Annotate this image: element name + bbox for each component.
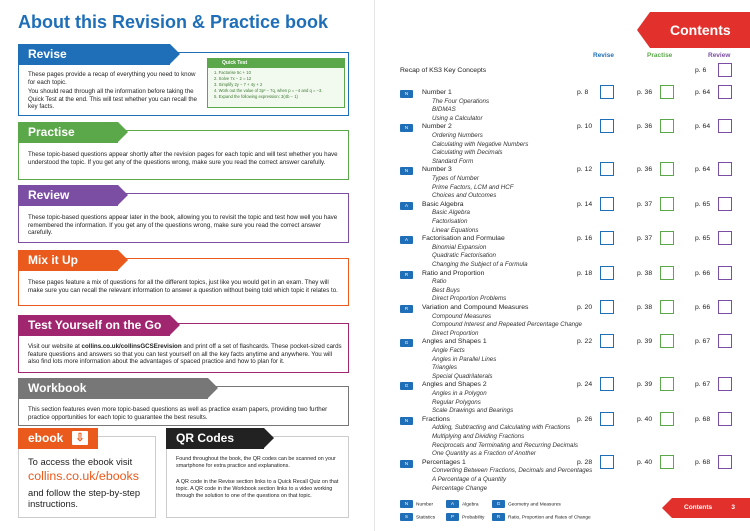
- entry-subtopic: Standard Form: [432, 157, 474, 165]
- review-checkbox[interactable]: [718, 162, 732, 176]
- ebook-link[interactable]: collins.co.uk/ebooks: [28, 469, 139, 483]
- review-checkbox[interactable]: [718, 85, 732, 99]
- entry-subtopic: Triangles: [432, 364, 457, 372]
- review-checkbox[interactable]: [718, 197, 732, 211]
- mixitup-box: [18, 253, 349, 306]
- mixitup-heading: Mix it Up: [18, 250, 118, 271]
- review-page: p. 66: [695, 269, 711, 277]
- entry-subtopic: Compound Measures: [432, 312, 492, 320]
- entry-subtopic: Percentage Change: [432, 484, 488, 492]
- practise-page: p. 39: [637, 381, 653, 389]
- legend-item: R Ratio, Proportion and Rates of Change: [492, 513, 591, 522]
- practise-checkbox[interactable]: [660, 162, 674, 176]
- ks3-title: Recap of KS3 Key Concepts: [400, 67, 487, 74]
- revise-page: p. 14: [577, 200, 593, 208]
- ebook-heading: ebook ⇩: [18, 428, 98, 449]
- practise-heading: Practise: [18, 122, 118, 143]
- revise-box: [18, 47, 349, 116]
- topic-code-badge: N: [400, 167, 413, 175]
- revise-checkbox[interactable]: [600, 85, 614, 99]
- workbook-heading: Workbook: [18, 378, 208, 399]
- entry-subtopic: Ratio: [432, 278, 447, 286]
- revise-checkbox[interactable]: [600, 300, 614, 314]
- entry-subtopic: Prime Factors, LCM and HCF: [432, 183, 514, 191]
- practise-checkbox[interactable]: [660, 412, 674, 426]
- revise-checkbox[interactable]: [600, 455, 614, 469]
- legend-item: G Geometry and Measures: [492, 500, 561, 509]
- revise-page: p. 10: [577, 123, 593, 131]
- practise-page: p. 36: [637, 89, 653, 96]
- quick-test-list: [208, 68, 344, 102]
- legend-item: P Probability: [446, 513, 484, 522]
- quick-test-item: 2. Solve 7x − 2 = 12: [214, 76, 252, 81]
- entry-subtopic: Regular Polygons: [432, 398, 481, 406]
- entry-subtopic: BIDMAS: [432, 106, 456, 114]
- entry-subtopic: Factorisation: [432, 218, 468, 225]
- quick-test-item: 4. Work out the value of 3p² − 7q, when p = −4 and q = −3.: [214, 88, 323, 93]
- review-checkbox[interactable]: [718, 455, 732, 469]
- practise-page: p. 37: [637, 235, 653, 243]
- review-page: p. 67: [695, 381, 711, 389]
- topic-code-badge: A: [400, 202, 413, 210]
- page-number: 3: [731, 504, 735, 511]
- revise-page: p. 28: [577, 458, 593, 466]
- quick-test-item: 3. Simplify 2y − 7 + 4y + 2: [214, 82, 263, 87]
- column-header-practise: Practise: [647, 52, 673, 59]
- revise-page: p. 16: [577, 235, 593, 243]
- flashcards-link[interactable]: collins.co.uk/collinsGCSErevision: [81, 343, 182, 350]
- entry-subtopic: Choices and Outcomes: [432, 192, 497, 200]
- review-checkbox[interactable]: [718, 300, 732, 314]
- entry-title: Factorisation and Formulae: [422, 235, 505, 243]
- testyourself-heading: Test Yourself on the Go: [18, 315, 170, 336]
- entry-subtopic: Quadratic Factorisation: [432, 252, 496, 260]
- qr-codes-box: [166, 431, 349, 518]
- practise-page: p. 40: [637, 458, 653, 466]
- revise-heading: Revise: [18, 44, 170, 65]
- revise-checkbox[interactable]: [600, 162, 614, 176]
- practise-page: p. 37: [637, 200, 653, 208]
- entry-subtopic: Direct Proportion Problems: [432, 295, 507, 303]
- review-page: p. 68: [695, 415, 711, 423]
- topic-code-badge: N: [400, 90, 413, 98]
- ks3-page: p. 6: [695, 67, 707, 74]
- workbook-text: This section features even more topic-based questions as well as practice exam papers, providing two further practice opportunities for each topic to guarantee the best results.: [28, 406, 328, 421]
- review-text: These topic-based questions appear later in the book, allowing you to revisit the topic and test how well you have remembered the information. If you get any of the questions wrong, make sure you read the correct answer carefully.: [28, 214, 338, 237]
- review-page: p. 64: [695, 166, 711, 174]
- entry-subtopic: One Quantity as a Fraction of Another: [432, 450, 536, 458]
- practise-checkbox[interactable]: [660, 231, 674, 245]
- revise-checkbox[interactable]: [600, 412, 614, 426]
- ks3-review-checkbox[interactable]: [718, 63, 732, 77]
- quick-test-title: Quick Test: [208, 59, 344, 68]
- practise-checkbox[interactable]: [660, 85, 674, 99]
- entry-subtopic: Types of Number: [432, 175, 479, 182]
- review-page: p. 68: [695, 458, 711, 466]
- entry-subtopic: Scale Drawings and Bearings: [432, 407, 514, 415]
- column-header-revise: Revise: [593, 52, 614, 59]
- topic-code-badge: N: [400, 460, 413, 468]
- ebook-text-1: To access the ebook visit: [28, 456, 133, 467]
- review-checkbox[interactable]: [718, 334, 732, 348]
- revise-page: p. 22: [577, 338, 593, 346]
- review-page: p. 66: [695, 304, 711, 311]
- practise-page: p. 39: [637, 338, 653, 346]
- entry-subtopic: Ordering Numbers: [432, 132, 483, 139]
- ebook-text-2: and follow the step-by-step instructions.: [28, 487, 141, 509]
- practise-checkbox[interactable]: [660, 300, 674, 314]
- topic-code-badge: N: [400, 124, 413, 132]
- practise-checkbox[interactable]: [660, 334, 674, 348]
- review-checkbox[interactable]: [718, 119, 732, 133]
- entry-title: Angles and Shapes 2: [422, 381, 487, 389]
- qr-text-1: Found throughout the book, the QR codes can be scanned on your smartphone for extra practice and explanations.: [176, 456, 336, 469]
- review-page: p. 67: [695, 338, 711, 346]
- revise-page: p. 18: [577, 269, 593, 277]
- revise-text-1: These pages provide a recap of everything you need to know for each topic.: [28, 71, 196, 86]
- practise-checkbox[interactable]: [660, 119, 674, 133]
- revise-checkbox[interactable]: [600, 377, 614, 391]
- quick-test-item: 1. Factorise 5c + 10: [214, 70, 251, 75]
- practise-page: p. 40: [637, 415, 653, 423]
- review-heading: Review: [18, 185, 118, 206]
- revise-checkbox[interactable]: [600, 266, 614, 280]
- revise-page: p. 8: [577, 89, 589, 96]
- entry-title: Angles and Shapes 1: [422, 338, 487, 346]
- entry-title: Number 1: [422, 89, 452, 96]
- testyourself-box: [18, 318, 349, 373]
- revise-page: p. 26: [577, 415, 593, 423]
- practise-page: p. 38: [637, 304, 653, 311]
- download-icon: ⇩: [72, 431, 88, 445]
- practise-page: p. 38: [637, 269, 653, 277]
- review-page: p. 65: [695, 200, 711, 208]
- entry-subtopic: Compound Interest and Repeated Percentage Change: [432, 321, 582, 329]
- entry-subtopic: Angles in Parallel Lines: [432, 355, 497, 363]
- review-page: p. 64: [695, 123, 711, 131]
- revise-text-2: You should read through all the information before taking the Quick Test at the end. This will test whether you can recall the key facts.: [28, 88, 197, 111]
- entry-title: Ratio and Proportion: [422, 269, 485, 277]
- revise-checkbox[interactable]: [600, 334, 614, 348]
- entry-subtopic: Basic Algebra: [432, 209, 470, 217]
- entry-title: Variation and Compound Measures: [422, 304, 529, 311]
- entry-title: Number 3: [422, 166, 452, 174]
- entry-subtopic: Changing the Subject of a Formula: [432, 261, 528, 268]
- ebook-box: [18, 431, 156, 518]
- qr-text-2: A QR code in the Revise section links to a Quick Recall Quiz on that topic. A QR code in the Workbook section links to a video working through the solution to one of the questions on that topic.: [176, 479, 339, 499]
- entry-subtopic: Adding, Subtracting and Calculating with Fractions: [432, 424, 571, 432]
- column-header-review: Review: [708, 52, 731, 59]
- legend-item: A Algebra: [446, 500, 479, 509]
- entry-subtopic: Angles in a Polygon: [432, 390, 487, 397]
- revise-checkbox[interactable]: [600, 231, 614, 245]
- practise-checkbox[interactable]: [660, 266, 674, 280]
- entry-subtopic: Using a Calculator: [432, 114, 483, 122]
- entry-title: Fractions: [422, 415, 450, 423]
- entry-subtopic: Calculating with Negative Numbers: [432, 140, 529, 148]
- revise-page: p. 24: [577, 381, 593, 389]
- qr-codes-heading: QR Codes: [166, 428, 264, 449]
- footer-tab: [672, 498, 750, 518]
- revise-checkbox[interactable]: [600, 197, 614, 211]
- review-checkbox[interactable]: [718, 266, 732, 280]
- practise-checkbox[interactable]: [660, 455, 674, 469]
- topic-code-badge: N: [400, 417, 413, 425]
- review-page: p. 65: [695, 235, 711, 243]
- testyourself-text: Visit our website at collins.co.uk/collinsGCSErevision and print off a set of flashcards. These pocket-sized cards feature questions and answers so that you can test yourself on all the key facts anytime and anywhere. You will also find lots more information about the advantages of spaced practice and how to plan for it.: [28, 343, 342, 366]
- quick-test-box: [207, 58, 345, 108]
- review-checkbox[interactable]: [718, 231, 732, 245]
- revise-page: p. 12: [577, 166, 593, 174]
- practise-text: These topic-based questions appear shortly after the revision pages for each topic and will test whether you have understood the topic. If you get any of the questions wrong, make sure you read the correct answer carefully.: [28, 151, 338, 166]
- entry-subtopic: A Percentage of a Quantity: [432, 476, 507, 483]
- workbook-box: [18, 381, 349, 426]
- practise-checkbox[interactable]: [660, 377, 674, 391]
- entry-subtopic: Best Buys: [432, 286, 460, 294]
- right-page: [375, 0, 750, 531]
- entry-subtopic: The Four Operations: [432, 97, 490, 105]
- entry-subtopic: Converting Between Fractions, Decimals and Percentages: [432, 467, 593, 475]
- review-page: p. 64: [695, 89, 711, 96]
- practise-page: p. 36: [637, 166, 653, 174]
- footer-label: Contents: [684, 504, 713, 511]
- entry-subtopic: Reciprocals and Terminating and Recurring Decimals: [432, 441, 578, 449]
- entry-subtopic: Linear Equations: [432, 226, 479, 234]
- review-checkbox[interactable]: [718, 412, 732, 426]
- entry-subtopic: Angle Facts: [432, 347, 465, 354]
- legend-item: S Statistics: [400, 513, 435, 522]
- topic-code-badge: A: [400, 236, 413, 244]
- review-checkbox[interactable]: [718, 377, 732, 391]
- entry-subtopic: Binomial Expansion: [432, 243, 487, 251]
- quick-test-item: 5. Expand the following expression: 3(4b − 1): [214, 94, 298, 99]
- entry-subtopic: Direct Proportion: [432, 329, 479, 337]
- review-box: [18, 188, 349, 243]
- entry-subtopic: Multiplying and Dividing Fractions: [432, 433, 525, 440]
- legend-item: N Number: [400, 500, 433, 509]
- practise-page: p. 36: [637, 123, 653, 131]
- topic-code-badge: G: [400, 382, 413, 390]
- page-title: About this Revision & Practice book: [18, 12, 329, 32]
- entry-subtopic: Calculating with Decimals: [432, 149, 503, 157]
- revise-page: p. 20: [577, 304, 593, 311]
- topic-code-badge: R: [400, 271, 413, 279]
- topic-code-badge: G: [400, 339, 413, 347]
- entry-title: Percentages 1: [422, 458, 466, 466]
- mixitup-text: These pages feature a mix of questions for all the different topics, just like you would get in an exam. They will make sure you can recall the relevant information to answer a question without being told which topic it relates to.: [28, 279, 338, 294]
- entry-title: Number 2: [422, 123, 452, 131]
- entry-subtopic: Special Quadrilaterals: [432, 372, 493, 380]
- practise-box: [18, 125, 349, 180]
- contents-banner: Contents: [650, 12, 750, 48]
- revise-checkbox[interactable]: [600, 119, 614, 133]
- practise-checkbox[interactable]: [660, 197, 674, 211]
- entry-title: Basic Algebra: [422, 200, 464, 208]
- topic-code-badge: R: [400, 305, 413, 313]
